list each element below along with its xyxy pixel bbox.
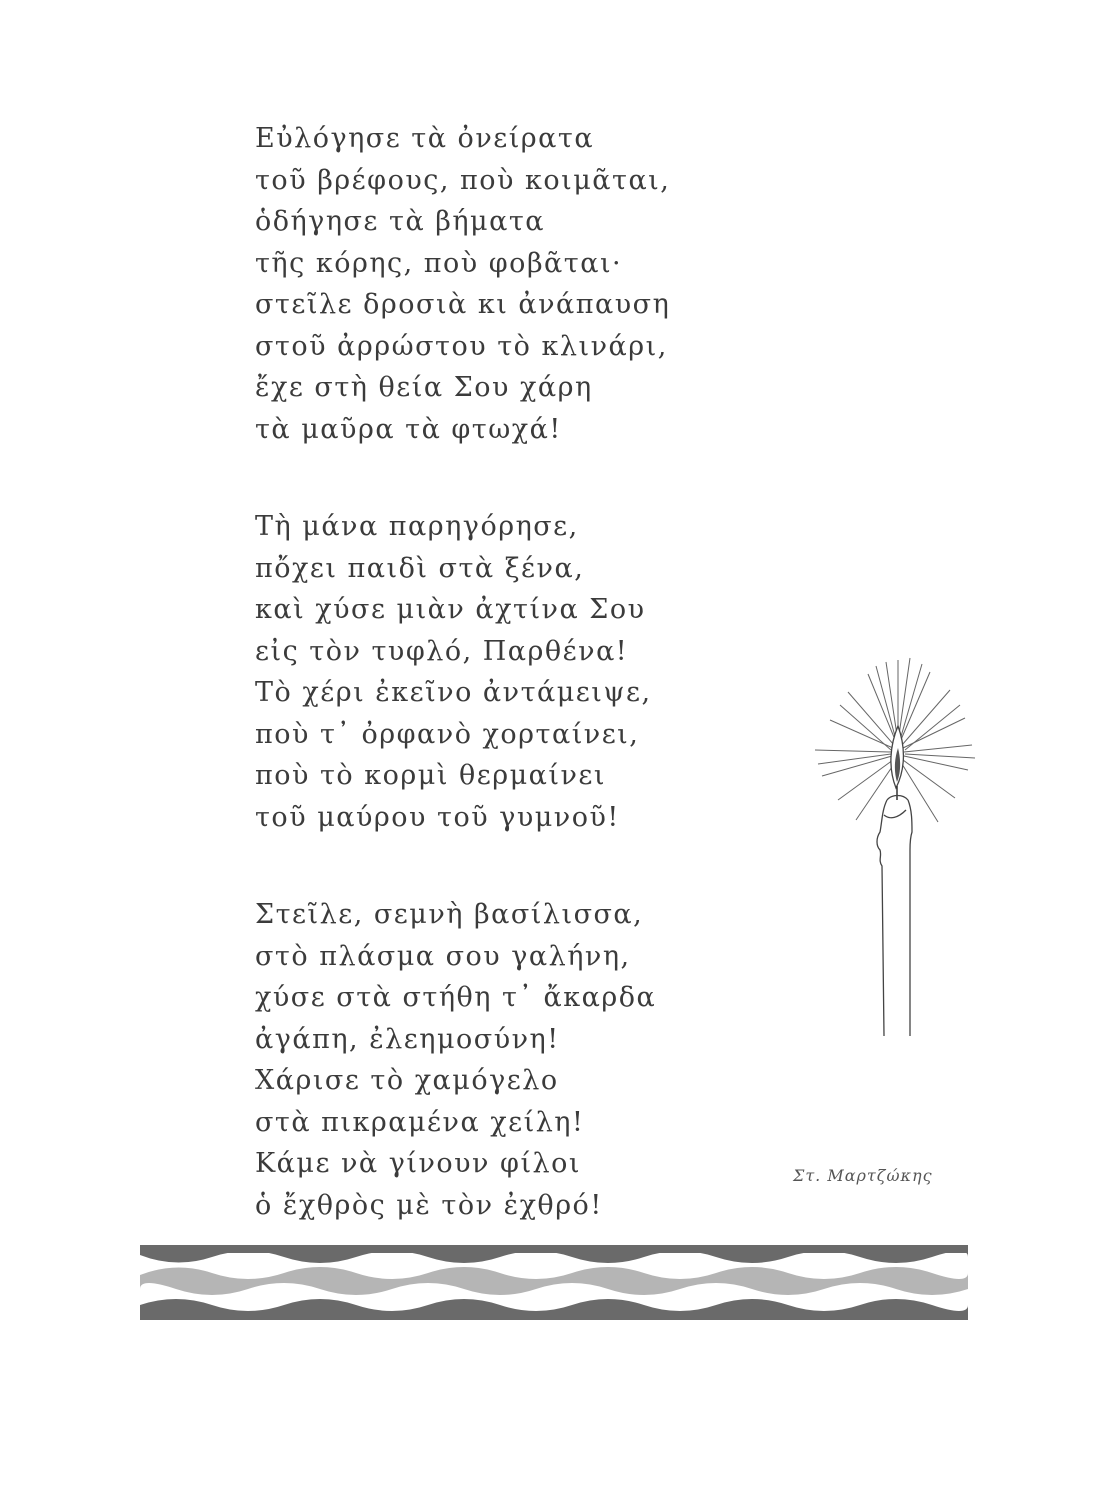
poem-line: τῆς κόρης, ποὺ φοβᾶται· (255, 247, 623, 279)
poem-line: Χάρισε τὸ χαμόγελο (255, 1065, 559, 1096)
stanza-1 (255, 118, 775, 450)
border-bottom-band (140, 1312, 968, 1320)
poem-line: Τὴ μάνα παρηγόρησε, (255, 511, 579, 542)
poem-line: ὁδήγησε τὰ βήματα (255, 206, 545, 237)
poem-line: τὰ μαῦρα τὰ φτωχά! (255, 413, 562, 445)
poem-line: Τὸ χέρι ἐκεῖνο ἀντάμειψε, (255, 677, 652, 708)
poem-line: στεῖλε δροσιὰ κι ἀνάπαυση (255, 289, 671, 320)
poem-line: χύσε στὰ στήθη τ᾽ ἄκαρδα (255, 982, 657, 1013)
dark-wave-lower (140, 1299, 968, 1312)
poem-line: ἀγάπη, ἐλεημοσύνη! (255, 1023, 560, 1055)
poem-line: εἰς τὸν τυφλό, Παρθένα! (255, 635, 629, 667)
flame-icon (891, 726, 904, 800)
border-top-band (140, 1245, 968, 1253)
poem-line: ποὺ τ᾽ ὀρφανὸ χορταίνει, (255, 718, 640, 750)
poem-line: στοῦ ἀρρώστου τὸ κλινάρι, (255, 330, 668, 362)
poem (255, 118, 775, 1282)
poem-line: καὶ χύσε μιὰν ἀχτίνα Σου (255, 594, 646, 625)
light-wave-band (140, 1267, 968, 1295)
candle-body (877, 796, 912, 1037)
poem-line: Κάμε νὰ γίνουν φίλοι (255, 1148, 581, 1179)
poem-line: στὰ πικραμένα χείλη! (255, 1106, 585, 1138)
stanza-3 (255, 894, 775, 1226)
poem-line: στὸ πλάσμα σου γαλήνη, (255, 940, 631, 972)
author-signature: Στ. Μαρτζώκης (793, 1166, 933, 1185)
poem-line: τοῦ μαύρου τοῦ γυμνοῦ! (255, 801, 620, 833)
poem-line: τοῦ βρέφους, ποὺ κοιμᾶται, (255, 164, 671, 196)
poem-line: ἔχε στὴ θεία Σου χάρη (255, 372, 593, 403)
candle-illustration (810, 650, 980, 1040)
wave-border-ornament (140, 1245, 968, 1320)
poem-line: Εὐλόγησε τὰ ὀνείρατα (255, 123, 595, 154)
stanza-2 (255, 506, 775, 838)
poem-line: ὁ ἔχθρὸς μὲ τὸν ἐχθρό! (255, 1189, 603, 1221)
poem-line: Στεῖλε, σεμνὴ βασίλισσα, (255, 899, 644, 930)
poem-line: ποὺ τὸ κορμὶ θερμαίνει (255, 760, 606, 791)
poem-line: πὄχει παιδὶ στὰ ξένα, (255, 552, 585, 584)
